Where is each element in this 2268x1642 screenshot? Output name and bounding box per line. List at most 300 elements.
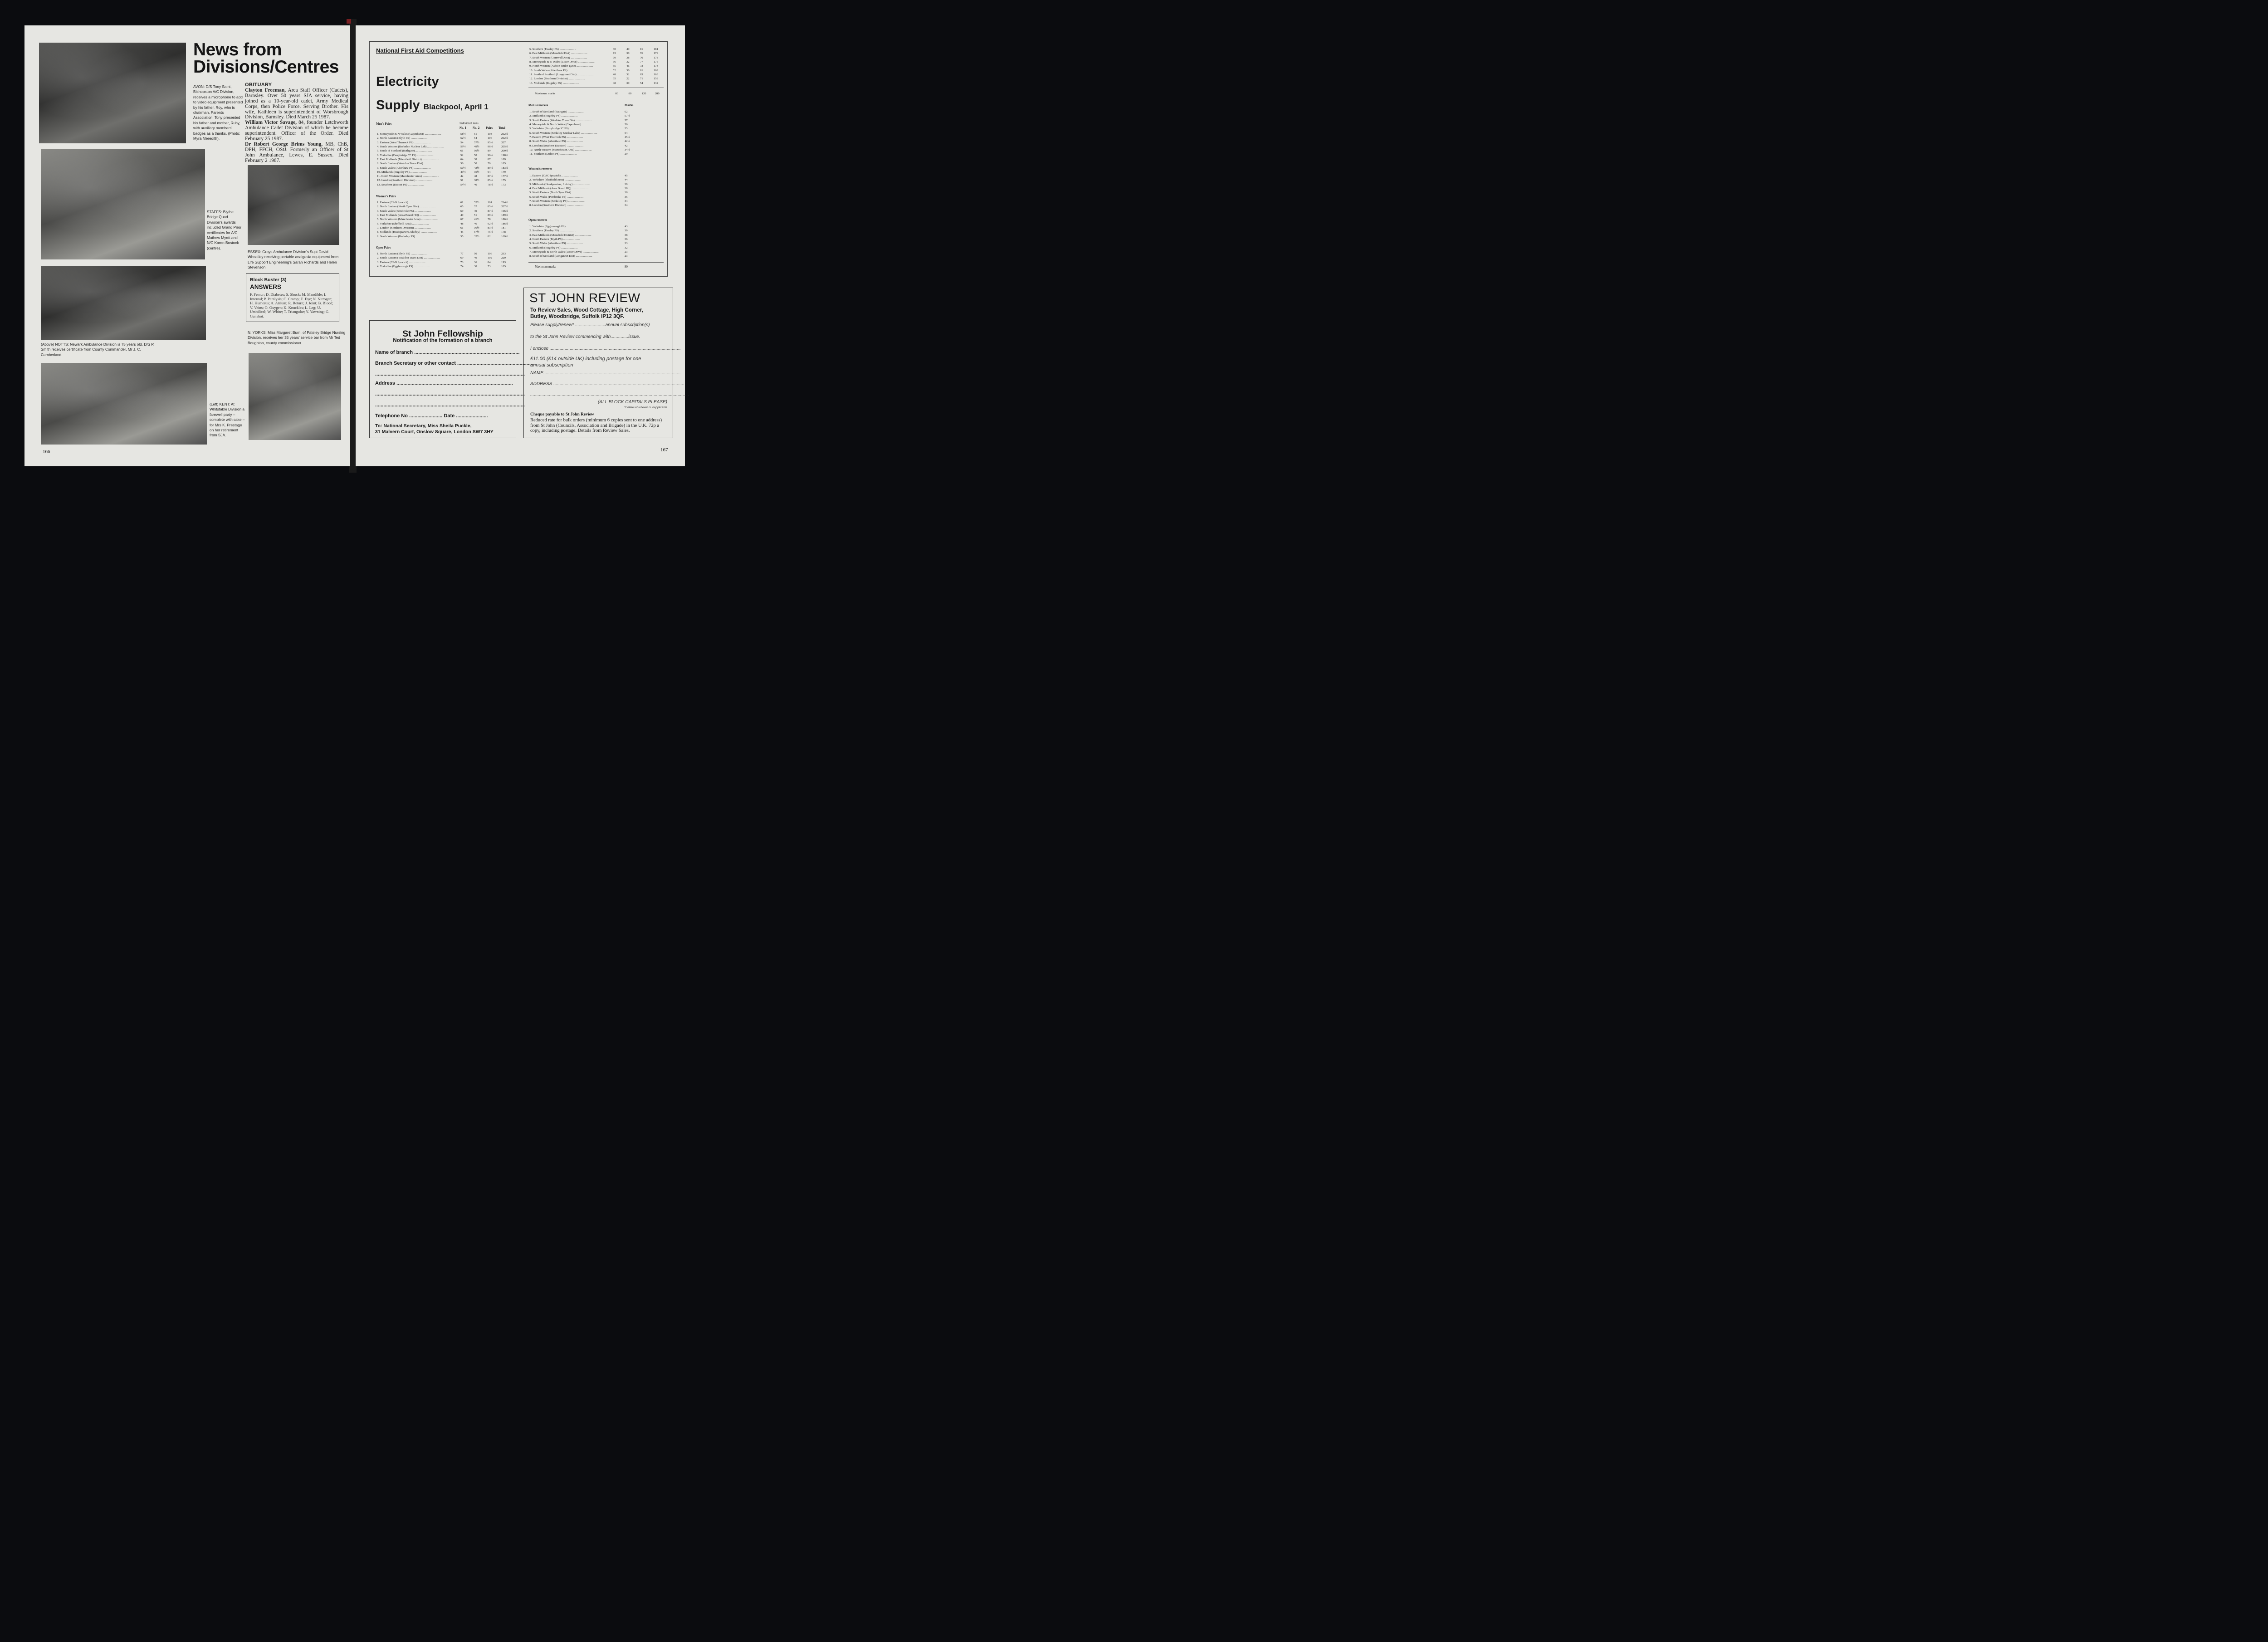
no2-cell: 57½ bbox=[474, 141, 479, 144]
fellowship-footer bbox=[375, 423, 494, 435]
review-subscription-form bbox=[523, 288, 689, 438]
review-address-line2: Butley, Woodbridge, Suffolk IP12 3QF. bbox=[530, 314, 625, 319]
no1-cell: 69 bbox=[460, 209, 464, 213]
table-row bbox=[376, 252, 514, 256]
womens-pairs-label: Women's Pairs bbox=[376, 195, 396, 198]
table-row bbox=[528, 68, 666, 72]
block-capitals-note: (ALL BLOCK CAPITALS PLEASE) bbox=[597, 400, 667, 405]
pairs-cell: 96½ bbox=[488, 145, 493, 149]
team-name-cell: 6. East Midlands (Mansfield Dist) ...................... bbox=[529, 52, 587, 55]
table-row bbox=[528, 143, 637, 147]
competition-venue: Blackpool, April 1 bbox=[423, 103, 489, 111]
fellowship-title: St John Fellowship bbox=[402, 329, 483, 339]
address-field[interactable]: Address .................................................................................... bbox=[375, 381, 513, 386]
address-input-field[interactable]: ADDRESS ........................................................................................................ bbox=[530, 381, 685, 386]
no1-cell: 48 bbox=[613, 81, 616, 85]
pairs-cell: 89½ bbox=[488, 166, 493, 170]
no2-cell: 57½ bbox=[474, 230, 479, 234]
footer-line1: To: National Secretary, Miss Sheila Puckle, bbox=[375, 423, 472, 429]
total-cell: 181 bbox=[501, 226, 506, 230]
issue-label: issue. bbox=[628, 334, 640, 339]
table-row bbox=[376, 234, 514, 238]
total-cell: 198½ bbox=[501, 153, 508, 157]
no1-cell: 60 bbox=[613, 48, 616, 51]
team-name-cell: 8. South of Scotland (Longannet Dist) ...................... bbox=[529, 254, 592, 258]
date-label: Date bbox=[444, 413, 455, 419]
competitions-heading: National First Aid Competitions bbox=[376, 47, 464, 54]
team-name-cell: 9. South Western (Berkeley PS) ...................... bbox=[377, 235, 432, 238]
team-name-cell: 5. North Eastern (North Tyne Dist) ...................... bbox=[529, 191, 588, 195]
review-address-line1: To Review Sales, Wood Cottage, High Corner, bbox=[530, 308, 643, 313]
total-cell: 214½ bbox=[501, 201, 508, 205]
no1-cell: 73 bbox=[613, 52, 616, 55]
total-cell: 178 bbox=[501, 230, 506, 234]
table-row bbox=[376, 260, 514, 264]
kent-photo bbox=[41, 363, 207, 445]
fellowship-form bbox=[369, 320, 535, 438]
no2-cell: 38 bbox=[626, 56, 630, 59]
no1-cell: 48 bbox=[460, 222, 464, 225]
womens-pairs-table bbox=[376, 200, 514, 239]
competition-results-box bbox=[369, 41, 668, 277]
address-line-2-field[interactable]: ............................................................................................................ bbox=[375, 391, 525, 397]
team-name-cell: 6. Yorkshire (Sheffield Area) ...................... bbox=[377, 222, 429, 225]
team-name-cell: 12. London (Southern Division) ...................... bbox=[529, 77, 585, 81]
col-total: Total bbox=[499, 127, 505, 130]
total-cell: 207½ bbox=[501, 205, 508, 209]
team-name-cell: 4. Merseyside & North Wales (Capenhurst) ...................... bbox=[529, 123, 599, 127]
team-name-cell: 5. North Western (Manchester Area) ...................... bbox=[377, 218, 438, 221]
womens-reserves-table bbox=[528, 174, 637, 207]
no1-cell: 61 bbox=[460, 149, 464, 153]
total-cell: 179 bbox=[501, 170, 506, 174]
pairs-cell: 71 bbox=[640, 77, 643, 81]
team-name-cell: 4. South Western (Berkeley Nuclear Lab) ...................... bbox=[377, 145, 444, 149]
no2-cell: 48 bbox=[474, 175, 477, 178]
team-name-cell: 8. South Wales (Aberthaw PS) ...................... bbox=[529, 140, 583, 143]
obituary-heading: OBITUARY bbox=[245, 82, 272, 88]
no1-cell: 66 bbox=[613, 60, 616, 64]
team-name-cell: 1. Merseyside & N Wales (Capenhurst) ...................... bbox=[377, 132, 441, 136]
team-name-cell: 12. London (Southern Division) ...................... bbox=[377, 179, 433, 182]
table-row bbox=[528, 250, 637, 254]
total-cell: 183½ bbox=[501, 166, 508, 170]
no2-cell: 49 bbox=[474, 256, 477, 260]
mens-pairs-table bbox=[376, 132, 514, 187]
supply-label-suffix: annual subscription(s) bbox=[605, 323, 650, 327]
avon-photo bbox=[39, 43, 186, 143]
table-row bbox=[376, 170, 514, 174]
marks-cell: 56 bbox=[625, 123, 628, 127]
table-row bbox=[376, 141, 514, 145]
total-cell: 175 bbox=[654, 60, 658, 64]
footer-line2: 31 Malvern Court, Onslow Square, London SW7 3HY bbox=[375, 429, 494, 435]
pairs-cell: 79 bbox=[488, 162, 491, 166]
team-name-cell: 6. Midlands (Rugeley PS) ...................... bbox=[529, 246, 578, 249]
total-cell: 178 bbox=[654, 56, 658, 59]
no1-cell: 59½ bbox=[460, 145, 466, 149]
no2-cell: 80 bbox=[628, 92, 632, 96]
table-row bbox=[376, 183, 514, 187]
pairs-cell: 87½ bbox=[488, 209, 493, 213]
price-line2: annual subscription bbox=[530, 362, 573, 368]
bulk-order-text: Reduced rate for bulk orders (minimum 6 copies sent to one address) from St John (Councils, Association and Brigade) in the U.K. 72p a copy, including postage. Details from Review Sales. bbox=[530, 418, 662, 433]
no2-cell: 36 bbox=[474, 260, 477, 264]
marks-cell: 33 bbox=[625, 242, 628, 245]
branch-name-field[interactable]: Name of branch ............................................................................ bbox=[375, 350, 520, 355]
table-row bbox=[528, 131, 637, 135]
table-row bbox=[376, 226, 514, 230]
no1-cell: 65 bbox=[460, 205, 464, 209]
competition-title-line2 bbox=[376, 93, 489, 119]
table-row bbox=[528, 148, 637, 152]
total-cell: 179 bbox=[654, 52, 658, 55]
team-name-cell: 6. South Western (Berkeley Nuclear Labs) ...................... bbox=[529, 131, 597, 135]
marks-cell: 45½ bbox=[625, 135, 630, 139]
branch-name-label: Name of branch bbox=[375, 350, 413, 355]
essex-photo bbox=[248, 165, 339, 245]
no2-cell: 51 bbox=[474, 214, 477, 217]
competition-title bbox=[376, 70, 489, 119]
telephone-label: Telephone No bbox=[375, 413, 408, 419]
no2-cell: 36½ bbox=[474, 226, 479, 230]
table-row bbox=[528, 127, 637, 131]
no2-cell: 40 bbox=[474, 183, 477, 186]
table-row bbox=[528, 139, 637, 143]
marks-cell: 38 bbox=[625, 191, 628, 195]
marks-cell: 29 bbox=[625, 152, 628, 156]
table-row bbox=[528, 241, 637, 245]
pairs-cell: 81 bbox=[640, 68, 643, 72]
no2-cell: 35½ bbox=[474, 170, 479, 174]
no1-cell: 52 bbox=[460, 153, 464, 157]
no1-cell: 51 bbox=[460, 179, 464, 182]
table-row bbox=[376, 132, 514, 136]
team-name-cell: 7. South Western (Berkeley PS) ...................... bbox=[529, 199, 585, 203]
total-cell: 169½ bbox=[501, 235, 508, 238]
no2-cell: 38 bbox=[474, 157, 477, 161]
table-row bbox=[528, 229, 637, 233]
col-pairs: Pairs bbox=[486, 127, 493, 130]
maximum-marks-row bbox=[528, 92, 667, 96]
table-row bbox=[376, 205, 514, 209]
team-name-cell: 4. East Midlands (Area Board HQ) ...................... bbox=[377, 214, 436, 217]
no2-cell: 32 bbox=[626, 60, 630, 64]
pairs-cell: 120 bbox=[641, 92, 646, 96]
team-name-cell: 9. London (Southern Division) ...................... bbox=[529, 144, 584, 147]
delete-note: *Delete whichever is inapplicable bbox=[624, 406, 667, 409]
table-row bbox=[528, 199, 637, 203]
table-row bbox=[528, 195, 637, 199]
team-name-cell: 11. South of Scotland (Longannet Dist) ...................... bbox=[529, 73, 594, 76]
team-name-cell: Maximum marks bbox=[535, 92, 556, 96]
pairs-cell: 94 bbox=[488, 170, 491, 174]
table-row bbox=[528, 203, 637, 207]
team-name-cell: 3. South Wales (Pembroke PS) ...................... bbox=[377, 209, 431, 213]
pairs-cell: 95½ bbox=[488, 141, 493, 144]
no1-cell: 61 bbox=[460, 201, 464, 205]
table-row bbox=[376, 174, 514, 178]
team-name-cell: 10. North Western (Manchester Area) ...................... bbox=[529, 148, 592, 151]
pairs-cell: 102 bbox=[488, 256, 492, 260]
pairs-cell: 106 bbox=[488, 137, 492, 140]
total-cell: 280 bbox=[655, 92, 660, 96]
team-name-cell: 5. Yorkshire (Ferrybridge 'C' PS) ...................... bbox=[529, 127, 586, 131]
table-row bbox=[528, 110, 637, 114]
open-reserves-table bbox=[528, 225, 637, 258]
no2-cell: 52½ bbox=[474, 201, 479, 205]
marks-cell: 62 bbox=[625, 110, 628, 114]
no2-cell: 46 bbox=[626, 64, 630, 68]
block-buster-subtitle: ANSWERS bbox=[250, 283, 282, 290]
open-pairs-continued-table bbox=[528, 47, 666, 85]
price-line1: £11.00 (£14 outside UK) including postage for one bbox=[530, 356, 641, 362]
total-cell: 205½ bbox=[501, 145, 508, 149]
pairs-cell: 101 bbox=[488, 201, 492, 205]
no1-cell: 74 bbox=[460, 265, 464, 269]
no1-cell: 65 bbox=[613, 77, 616, 81]
staffs-photo bbox=[41, 149, 205, 259]
address-line-3-field[interactable]: ............................................................................................................ bbox=[375, 402, 525, 408]
total-cell: 212½ bbox=[501, 137, 508, 140]
pairs-cell: 78½ bbox=[488, 183, 493, 186]
table-row bbox=[528, 237, 637, 241]
table-row bbox=[528, 64, 666, 68]
table-row bbox=[528, 51, 666, 55]
table-row bbox=[528, 254, 637, 258]
team-name-cell: 7. South Western (Cornwall Area) ...................... bbox=[529, 56, 587, 59]
team-name-cell: 8. South Eastern (Wealdon Trans Dist) ...................... bbox=[377, 162, 440, 166]
no1-cell: 80 bbox=[615, 92, 619, 96]
table-row bbox=[376, 157, 514, 161]
no1-cell: 52½ bbox=[460, 137, 466, 140]
no1-cell: 70 bbox=[613, 56, 616, 59]
no1-cell: 49½ bbox=[460, 170, 466, 174]
total-cell: 200½ bbox=[501, 149, 508, 153]
pairs-cell: 85½ bbox=[488, 179, 493, 182]
team-name-cell: 5. Southern (Fawley PS) ...................... bbox=[529, 48, 576, 51]
table-row bbox=[528, 47, 666, 51]
table-row bbox=[376, 256, 514, 260]
pairs-cell: 73 bbox=[488, 265, 491, 269]
team-name-cell: 1. Yorkshire (Eggborough PS) ...................... bbox=[529, 225, 583, 229]
name-field[interactable]: NAME............................................................................................................. bbox=[530, 371, 681, 376]
table-row bbox=[528, 186, 637, 191]
left-page bbox=[24, 25, 350, 466]
pairs-cell: 75½ bbox=[488, 230, 493, 234]
review-address bbox=[530, 307, 643, 320]
no2-cell: 32 bbox=[626, 73, 630, 76]
no2-cell: 30 bbox=[626, 81, 630, 85]
supply-field[interactable]: Please supply/renew* ........................annual subscription(s) bbox=[530, 323, 650, 327]
marks-cell: 43 bbox=[625, 225, 628, 229]
team-name-cell: 2. Midlands (Rugeley PS) ...................... bbox=[529, 114, 578, 118]
table-row bbox=[376, 153, 514, 157]
pairs-cell: 96½ bbox=[488, 153, 493, 157]
total-cell: 158 bbox=[654, 77, 658, 81]
marks-cell: 32 bbox=[625, 246, 628, 249]
page-number-left: 166 bbox=[43, 449, 50, 454]
obituary-text: MB, ChB, DPH, FFCH, OStJ. Formerly an Officer of St John Ambulance, Lewes, E. Sussex. Died February 2 1987. bbox=[245, 141, 349, 163]
table-row bbox=[376, 166, 514, 170]
obituary-name: William Victor Savage, bbox=[245, 120, 297, 126]
total-cell: 185 bbox=[501, 265, 506, 269]
table-row bbox=[376, 200, 514, 205]
no2-cell: 50 bbox=[474, 252, 477, 256]
pairs-cell: 54 bbox=[640, 81, 643, 85]
total-cell: 177½ bbox=[501, 175, 508, 178]
marks-cell: 44 bbox=[625, 178, 628, 182]
supply-label: Please supply/renew* bbox=[530, 323, 574, 327]
womens-reserves-label: Women's reserves bbox=[528, 167, 552, 171]
pairs-cell: 85½ bbox=[488, 205, 493, 209]
open-reserves-label: Open reserves bbox=[528, 219, 547, 222]
total-cell: 163 bbox=[654, 73, 658, 76]
marks-cell: 23 bbox=[625, 254, 628, 258]
team-name-cell: 2. South Eastern (Wealdon Trans Dist) ...................... bbox=[377, 256, 440, 260]
marks-cell: 39 bbox=[625, 229, 628, 233]
no2-cell: 57 bbox=[474, 205, 477, 209]
no1-cell: 52 bbox=[613, 68, 616, 72]
total-cell: 173 bbox=[501, 183, 506, 186]
table-row bbox=[528, 81, 666, 85]
table-row bbox=[528, 122, 637, 127]
marks-cell: 38 bbox=[625, 233, 628, 237]
blank-line-field[interactable]: ............................................................................................................ bbox=[375, 371, 525, 377]
competition-title-word: Supply bbox=[376, 98, 420, 112]
branch-secretary-field[interactable]: Branch Secretary or other contact ........................................................ bbox=[375, 361, 535, 366]
team-name-cell: 2. North Eastern (North Tyne Dist) ...................... bbox=[377, 205, 436, 209]
open-pairs-table bbox=[376, 252, 514, 269]
no2-cell: 38½ bbox=[474, 179, 479, 182]
team-name-cell: 7. East Midlands (Mansfield District) ...................... bbox=[377, 157, 439, 161]
table-row bbox=[376, 209, 514, 213]
total-cell: 193 bbox=[501, 260, 506, 264]
name-label: NAME bbox=[530, 371, 543, 376]
total-cell: 233 bbox=[501, 252, 506, 256]
competition-title-line1: Electricity bbox=[376, 74, 439, 89]
table-row bbox=[528, 225, 637, 229]
total-cell: 169 bbox=[654, 68, 658, 72]
table-row bbox=[376, 217, 514, 221]
avon-caption: AVON: D/S Tony Saint, Bishopston A/C Division, receives a microphone to add to video equipment presented by his father, Roy, who is chairman, Parents Association. Tony presented his father and mother, Ruby, with auxiliary members' badges as a thanks. (Photo: Myra Meredith). bbox=[193, 84, 243, 141]
no1-cell: 42 bbox=[460, 175, 464, 178]
table-row bbox=[376, 136, 514, 140]
table-row bbox=[528, 114, 637, 118]
reserves-maximum-label: Maximum marks bbox=[535, 265, 556, 269]
open-pairs-label: Open Pairs bbox=[376, 246, 391, 249]
commencing-field[interactable]: to the St John Review commencing with..............issue. bbox=[530, 334, 640, 339]
no2-cell: 50 bbox=[474, 153, 477, 157]
table-row bbox=[528, 73, 666, 77]
marks-cell: 34 bbox=[625, 204, 628, 207]
pairs-cell: 106 bbox=[488, 252, 492, 256]
kent-caption: (Left) KENT: At Whitstable Division a farewell party – complete with cake – for Mrs K. Prestage on her retirement from SJA. bbox=[210, 402, 245, 438]
yorks-caption: N. YORKS: Miss Margaret Burn, of Pateley Bridge Nursing Division, receives her 35 years' service bar from Mr Ted Boughton, county commissioner. bbox=[248, 330, 346, 345]
team-name-cell: 8. London (Southern Division) ...................... bbox=[529, 204, 584, 207]
team-name-cell: 5. South Wales (Aberthaw PS) ...................... bbox=[529, 242, 583, 245]
marks-cell: 55 bbox=[625, 127, 628, 131]
pairs-cell: 76 bbox=[640, 52, 643, 55]
page-number-right: 167 bbox=[660, 447, 668, 453]
obituary-column bbox=[245, 83, 348, 164]
team-name-cell: 2. Southern (Fawley PS) ...................... bbox=[529, 229, 576, 233]
marks-cell: 42½ bbox=[625, 140, 630, 143]
no2-cell: 49½ bbox=[474, 145, 479, 149]
no2-cell: 50½ bbox=[474, 149, 479, 153]
col-no1: No. 1 bbox=[459, 127, 467, 130]
team-name-cell: 3. Eastern (CAO Ipswich) ...................... bbox=[377, 260, 425, 264]
no1-cell: 48 bbox=[613, 73, 616, 76]
address-line-field[interactable]: .............................................................................................................................. bbox=[530, 392, 689, 397]
right-page bbox=[356, 25, 689, 466]
team-name-cell: 13. Southern (Didcot PS) ...................... bbox=[377, 183, 425, 186]
table-row bbox=[376, 221, 514, 225]
total-cell: 186½ bbox=[501, 218, 508, 221]
address-label: Address bbox=[375, 381, 396, 386]
pairs-cell: 82 bbox=[488, 235, 491, 238]
yorks-photo bbox=[249, 353, 341, 440]
pairs-cell: 89 bbox=[488, 149, 491, 153]
no2-cell: 40 bbox=[626, 48, 630, 51]
team-name-cell: 5. South of Scotland (Bathgate) ...................... bbox=[377, 149, 432, 153]
no2-cell: 43½ bbox=[474, 166, 479, 170]
team-name-cell: 10. Midlands (Rugeley PS) ...................... bbox=[377, 170, 427, 174]
marks-cell: 34½ bbox=[625, 148, 630, 151]
essex-caption: ESSEX: Grays Ambulance Division's Supt David Wheatley receiving portable analgesia equipment from Life Support Engineering's Sarah Richards and Helen Stevenson. bbox=[248, 249, 339, 270]
mens-reserves-label: Men's reserves bbox=[528, 104, 548, 107]
marks-cell: 42 bbox=[625, 144, 628, 147]
total-cell: 173 bbox=[654, 64, 658, 68]
table-row bbox=[528, 178, 637, 182]
team-name-cell: 7. Eastern (West Thurrock PS) ...................... bbox=[529, 135, 583, 139]
no1-cell: 67 bbox=[460, 218, 464, 221]
no1-cell: 54 bbox=[460, 141, 464, 144]
table-row bbox=[528, 182, 637, 186]
obituary-entry bbox=[245, 142, 348, 164]
block-buster-box bbox=[246, 273, 339, 322]
enclose-field[interactable]: I enclose ........................................................................................................ bbox=[530, 346, 681, 351]
team-name-cell: 4. North Eastern (Blyth PS) ...................... bbox=[529, 238, 580, 241]
enclose-label: I enclose bbox=[530, 346, 549, 351]
notts-caption: (Above) NOTTS: Newark Ambulance Division is 75 years old. D/S P. Smith receives certificate from County Commander, Mr J. C. Cumberland. bbox=[41, 342, 155, 357]
table-row bbox=[376, 145, 514, 149]
team-name-cell: 6. Yorkshire (Ferrybridge 'C' PS) ...................... bbox=[377, 153, 434, 157]
total-cell: 185 bbox=[501, 162, 506, 166]
table-row bbox=[528, 233, 637, 237]
pairs-cell: 87 bbox=[488, 157, 491, 161]
reserves-maximum-value: 80 bbox=[625, 265, 628, 269]
obituary-entry bbox=[245, 120, 348, 142]
obituary-name: Dr Robert George Brims Young, bbox=[245, 141, 323, 147]
pairs-cell: 78 bbox=[488, 218, 491, 221]
block-buster-title: Block Buster (3) bbox=[250, 277, 287, 283]
no2-cell: 32½ bbox=[474, 235, 479, 238]
pairs-cell: 92½ bbox=[488, 222, 493, 225]
no2-cell: 22 bbox=[626, 77, 630, 81]
team-name-cell: 2. Yorkshire (Sheffield Area) ...................... bbox=[529, 178, 582, 182]
notts-photo bbox=[41, 266, 206, 340]
total-cell: 207 bbox=[501, 141, 506, 144]
telephone-date-field[interactable]: Telephone No ........................ Date ....................... bbox=[375, 413, 488, 419]
marks-cell: 39 bbox=[625, 182, 628, 186]
team-name-cell: 11. Southern (Didcot PS) ...................... bbox=[529, 152, 577, 156]
marks-label: Marks bbox=[625, 104, 634, 107]
team-name-cell: 7. London (Southern Division) ...................... bbox=[377, 226, 431, 230]
marks-cell: 54 bbox=[625, 131, 628, 135]
marks-cell: 57½ bbox=[625, 114, 630, 118]
marks-cell: 35 bbox=[625, 195, 628, 199]
